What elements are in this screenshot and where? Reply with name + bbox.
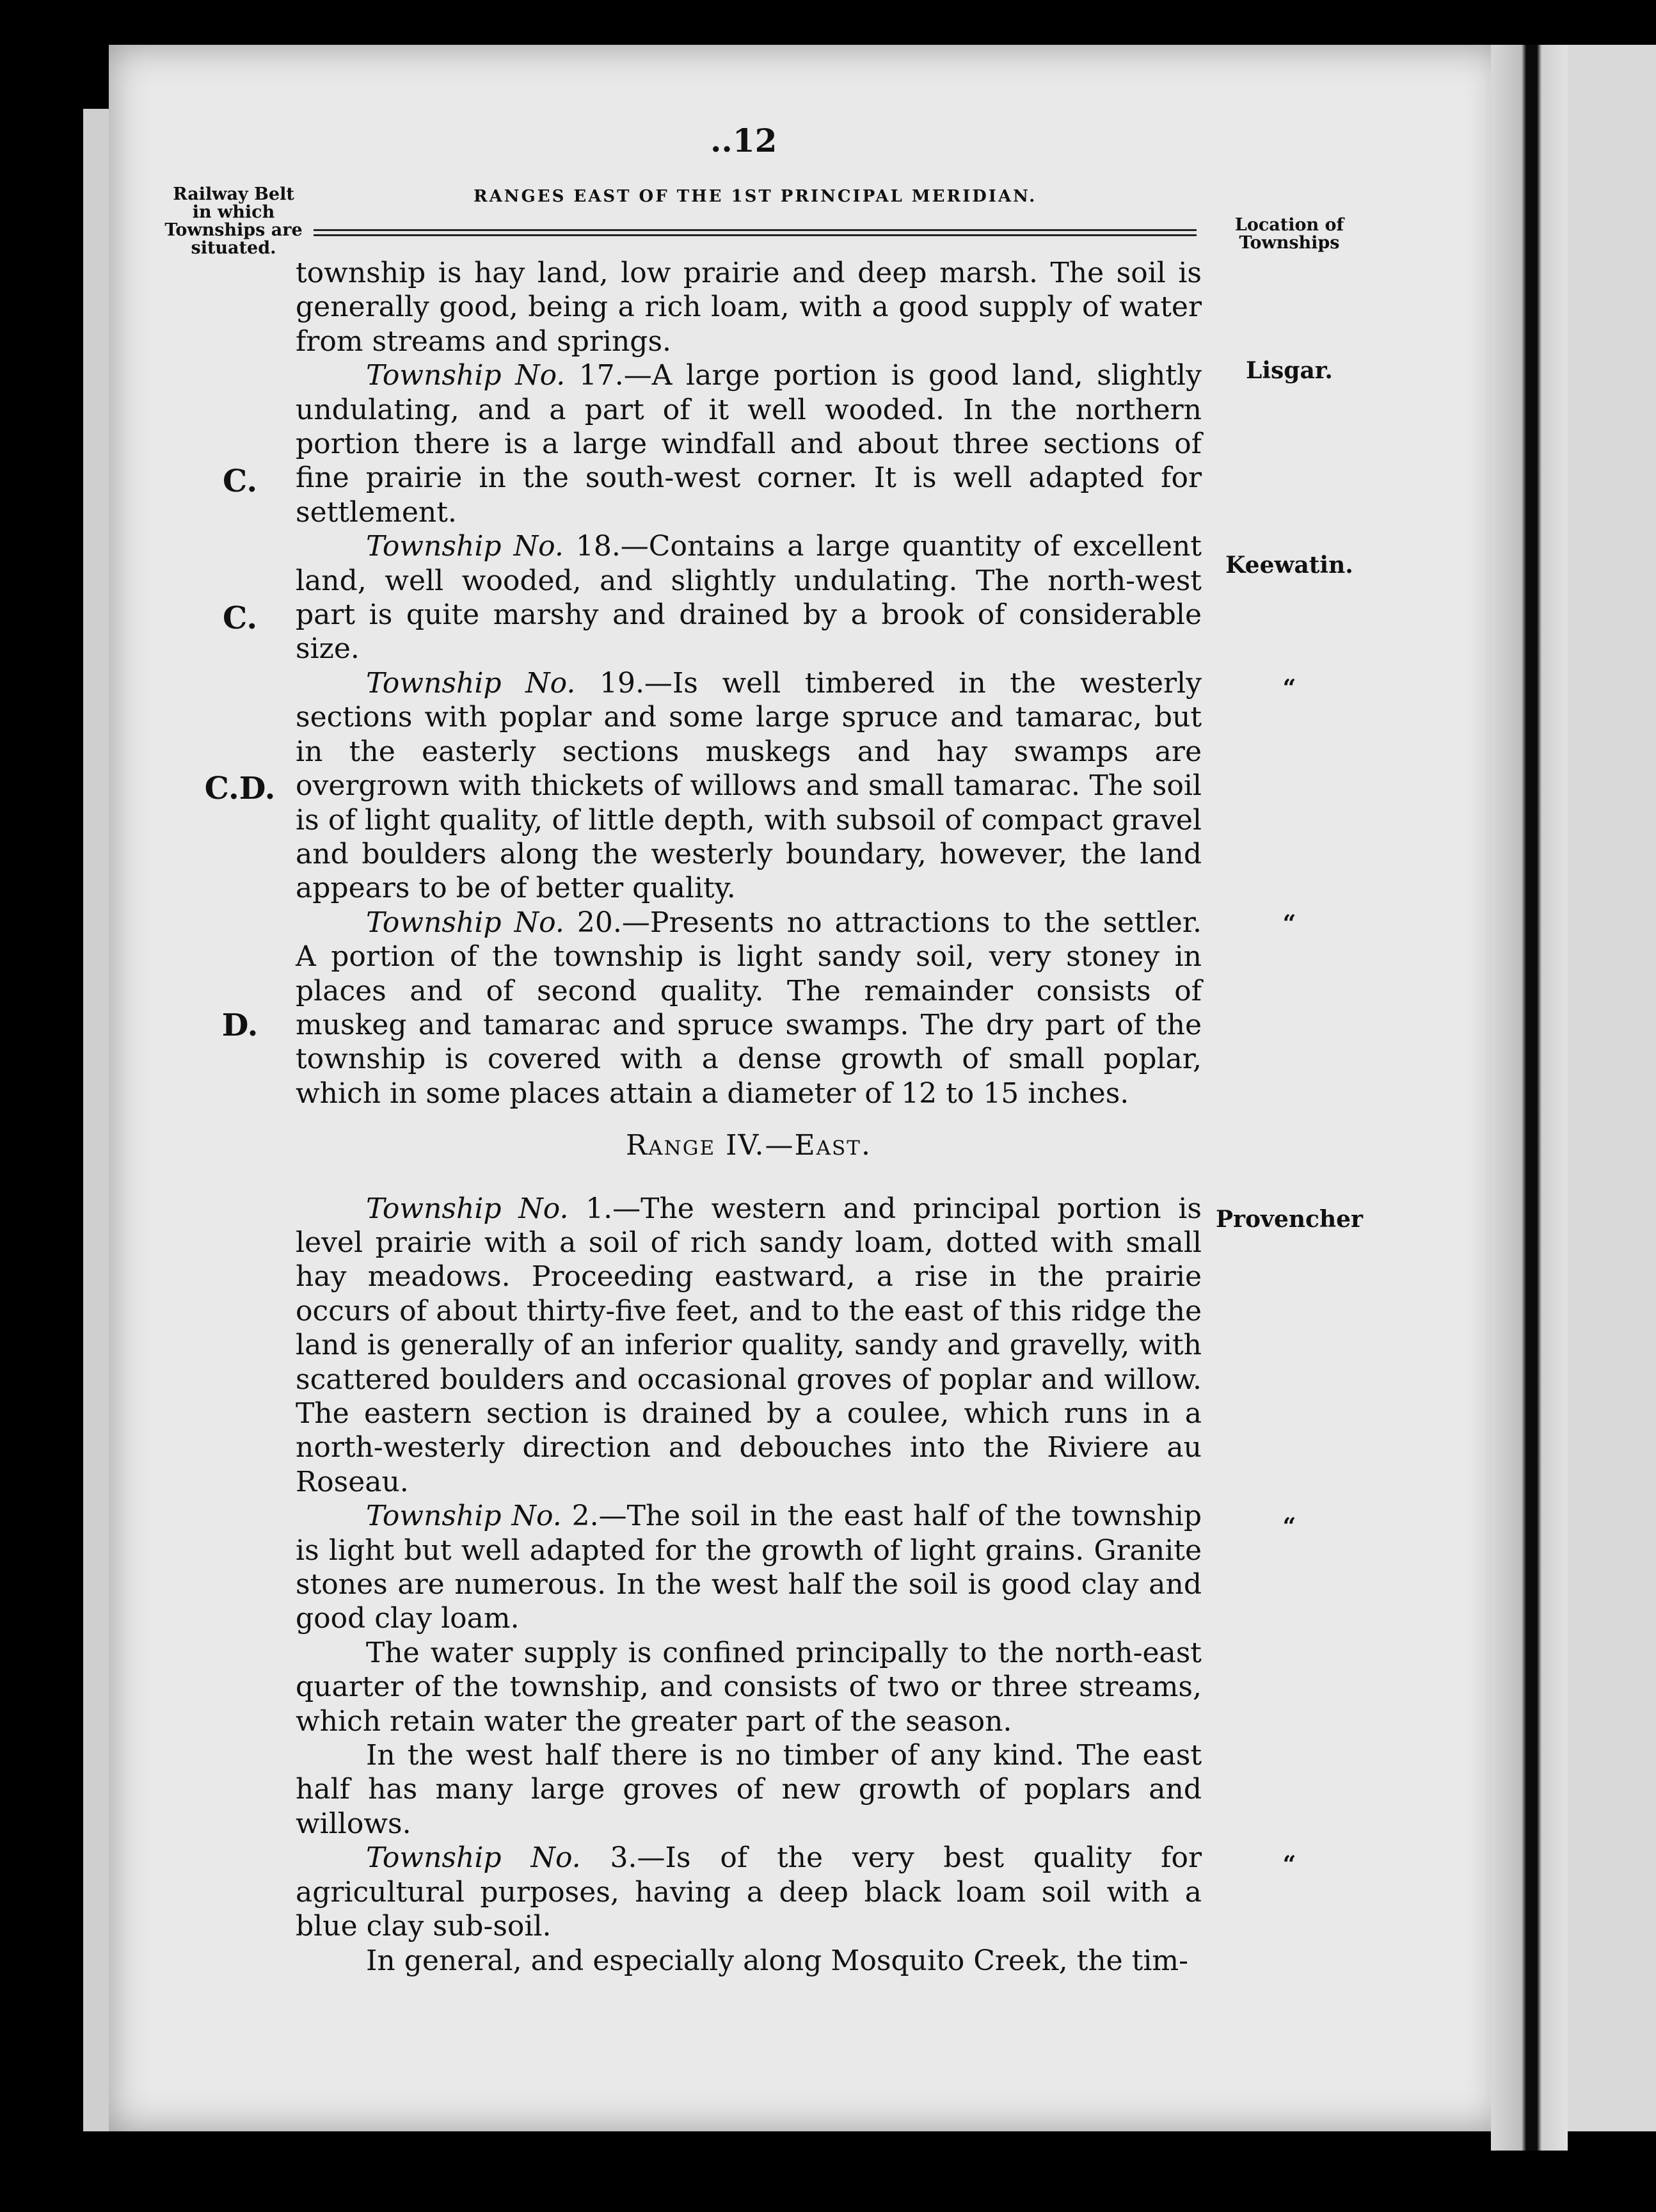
paragraph <box>296 1192 1202 1500</box>
paragraph: The water supply is confined principally to the north-east quarter of the township, and consists of two or three streams, which retain water the greater part of the season. <box>296 1636 1202 1738</box>
left-margin-mark: C. <box>222 600 258 636</box>
township-label: Township No. <box>366 1500 562 1533</box>
paragraph-text: 20.—Presents no attractions to the settler. A portion of the township is light sandy soil, very stoney in places and of second quality. The remainder consists of muskeg and tamarac and spruce swamps. The dry part of the township is covered with a dense growth of small poplar, which in some places attain a diameter of 12 to 15 inches. <box>296 906 1202 1110</box>
township-label: Township No. <box>366 359 566 392</box>
paragraph-text: 19.—Is well timbered in the westerly sections with poplar and some large spruce and tamarac, but in the easterly sections muskegs and hay swamps are overgrown with thickets of willows and small tamarac. The soil is of light quality, of little depth, with subsoil of compact gravel and boulders along the westerly boundary, however, the land appears to be of better quality. <box>296 666 1202 905</box>
township-label: Township No. <box>366 906 564 939</box>
header-rule <box>314 234 1197 236</box>
right-margin-heading <box>1209 216 1369 252</box>
left-margin-heading-line: Railway Belt <box>173 184 294 204</box>
township-label: Township No. <box>366 1192 569 1225</box>
paragraph-text: 3.—Is of the very best quality for agricultural purposes, having a deep black loam soil with a blue clay sub-soil. <box>296 1841 1202 1943</box>
left-margin-mark: C. <box>222 463 258 499</box>
left-margin-heading-line: Townships are <box>164 220 303 240</box>
left-margin-heading-line: in which <box>192 202 275 222</box>
paragraph: township is hay land, low prairie and deep marsh. The soil is generally good, being a rich loam, with a good supply of water from streams and springs. <box>296 257 1202 358</box>
right-margin-mark: Provencher <box>1215 1206 1363 1233</box>
paragraph: In general, and especially along Mosquito Creek, the tim- <box>366 1944 1189 1977</box>
paragraph <box>296 666 1202 906</box>
left-margin-mark: D. <box>221 1007 259 1043</box>
right-margin-mark: “ <box>1282 1851 1296 1878</box>
paragraph <box>296 1499 1202 1636</box>
township-label: Township No. <box>366 530 564 563</box>
paragraph <box>296 358 1202 529</box>
left-margin-mark: C.D. <box>204 771 276 806</box>
facing-page-edge <box>1568 45 1656 2131</box>
paragraph <box>296 529 1202 666</box>
book-binding-gutter <box>1491 45 1568 2151</box>
header-rule <box>314 229 1197 231</box>
paragraph: In the west half there is no timber of any kind. The east half has many large groves of new growth of poplars and willows. <box>296 1739 1202 1840</box>
township-label: Township No. <box>366 666 576 700</box>
right-margin-mark: “ <box>1282 1513 1296 1540</box>
left-margin-heading <box>160 186 307 257</box>
right-margin-mark: “ <box>1282 675 1296 701</box>
paragraph-text: 2.—The soil in the east half of the township is light but well adapted for the growth of light grains. Granite stones are numerous. In the west half the soil is good clay and good clay loam. <box>296 1500 1202 1635</box>
left-margin-heading-line: situated. <box>191 238 276 258</box>
paragraph <box>296 1841 1202 1943</box>
right-margin-mark: “ <box>1282 910 1296 937</box>
right-margin-heading-line: Location of <box>1234 215 1344 235</box>
range-heading: Range IV.—East. <box>626 1129 872 1162</box>
right-margin-mark: Lisgar. <box>1246 357 1333 384</box>
paragraph-text: 17.—A large portion is good land, slightly undulating, and a part of it well wooded. In the northern portion there is a large windfall and about three sections of fine prairie in the south-west corner. It is well adapted for settlement. <box>296 359 1202 529</box>
right-margin-mark: Keewatin. <box>1225 552 1353 579</box>
right-margin-heading-line: Townships <box>1239 233 1340 253</box>
paragraph <box>296 906 1202 1110</box>
body-text <box>296 256 1202 1978</box>
paragraph-text: 1.—The western and principal portion is level prairie with a soil of rich sandy loam, dotted with small hay meadows. Proceeding eastward, a rise in the prairie occurs of about thirty-five feet, and to the east of this ridge the land is generally of an inferior quality, sandy and gravelly, with scattered boulders and occasional groves of poplar and willow. The eastern section is drained by a coulee, which runs in a north-westerly direction and debouches into the Riviere au Roseau. <box>296 1192 1202 1498</box>
running-head: RANGES EAST OF THE 1ST PRINCIPAL MERIDIAN. <box>474 187 1037 206</box>
township-label: Township No. <box>366 1841 581 1875</box>
page-number: ..12 <box>710 122 777 159</box>
paragraph-text: 18.—Contains a large quantity of excellent land, well wooded, and slightly undulating. The north-west part is quite marshy and drained by a brook of considerable size. <box>296 530 1202 666</box>
